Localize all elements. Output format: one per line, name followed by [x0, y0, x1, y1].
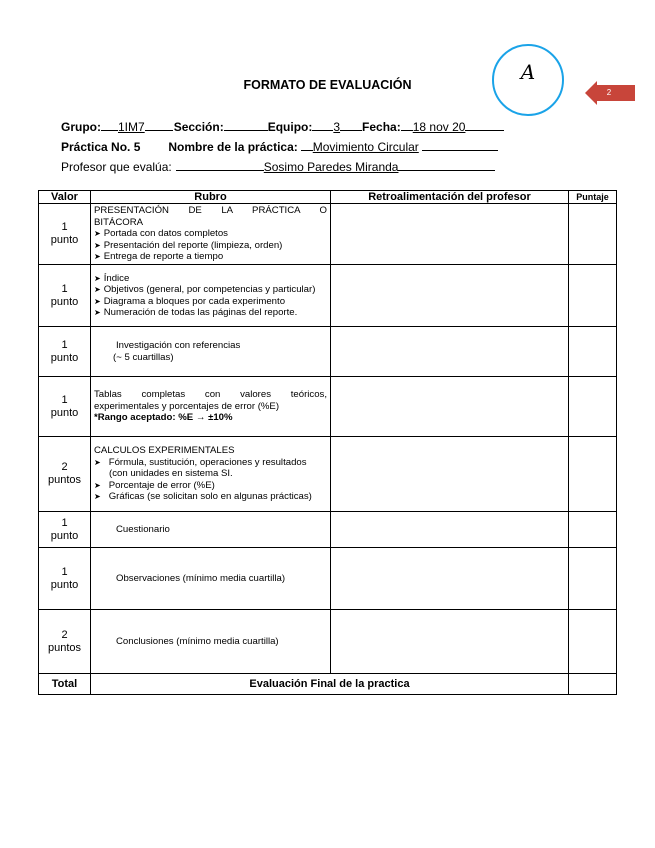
valor-cell	[39, 265, 91, 327]
list-item: ➤ Numeración de todas las páginas del reporte.	[94, 307, 327, 319]
rubro-list	[94, 457, 327, 503]
fecha-value: 18 nov 20	[412, 120, 466, 134]
list-item: ➤ Entrega de reporte a tiempo	[94, 251, 327, 263]
list-item: ➤ Objetivos (general, por competencias y particular)	[94, 284, 327, 296]
rubro-intro: PRESENTACIÓN DE LA PRÁCTICA O	[94, 205, 327, 217]
seccion-blank	[224, 118, 268, 131]
valor-number: 1	[61, 393, 68, 406]
nombre-value: Movimiento Circular	[312, 140, 419, 154]
valor-unit: punto	[50, 351, 79, 364]
list-item: ➤ Portada con datos completos	[94, 228, 327, 240]
list-item: ➤ Porcentaje de error (%E)	[94, 480, 327, 492]
feedback-cell[interactable]	[331, 327, 569, 377]
list-item: ➤ Fórmula, sustitución, operaciones y resultados (con unidades en sistema SI.	[94, 457, 327, 480]
grupo-value: 1IM7	[118, 120, 145, 134]
table-row	[39, 327, 617, 377]
score-cell[interactable]	[569, 610, 617, 674]
valor-unit: punto	[50, 529, 79, 542]
profesor-value: Sosimo Paredes Miranda	[263, 160, 399, 174]
rubro-text: Observaciones (mínimo media cuartilla)	[116, 572, 286, 584]
total-text: Evaluación Final de la practica	[91, 674, 569, 695]
rubro-list	[94, 273, 327, 319]
rubro-text: Cuestionario	[116, 523, 170, 535]
table-row	[39, 512, 617, 548]
col-header-valor: Valor	[39, 191, 91, 204]
equipo-value: 3	[333, 120, 341, 134]
valor-number: 1	[61, 282, 68, 295]
valor-cell	[39, 512, 91, 548]
rubro-text: Tablas completas con valores teóricos,	[94, 389, 327, 401]
rubro-cell	[91, 265, 331, 327]
feedback-cell[interactable]	[331, 548, 569, 610]
header-line-1	[61, 118, 504, 134]
col-header-retroalimentacion: Retroalimentación del profesor	[331, 191, 569, 204]
rubro-cell	[91, 548, 331, 610]
score-cell[interactable]	[569, 204, 617, 265]
valor-unit: puntos	[47, 474, 82, 486]
list-item: ➤ Diagrama a bloques por cada experimento	[94, 296, 327, 308]
rubro-cell	[91, 512, 331, 548]
valor-number: 2	[61, 461, 68, 473]
fecha-label: Fecha:	[362, 120, 401, 134]
total-row	[39, 674, 617, 695]
grade-letter: A	[520, 60, 536, 84]
list-item: ➤ Índice	[94, 273, 327, 285]
table-row	[39, 377, 617, 437]
rubro-text-2: experimentales y porcentajes de error (%E)	[94, 400, 280, 412]
score-cell[interactable]	[569, 265, 617, 327]
col-header-rubro: Rubro	[91, 191, 331, 204]
feedback-cell[interactable]	[331, 265, 569, 327]
rubric-table	[38, 190, 617, 695]
nombre-label: Nombre de la práctica:	[168, 140, 298, 154]
valor-cell	[39, 610, 91, 674]
total-label: Total	[39, 674, 91, 695]
rubro-text: Conclusiones (mínimo media cuartilla)	[116, 635, 279, 647]
rubro-cell	[91, 610, 331, 674]
header-line-2	[61, 138, 498, 154]
list-item: ➤ Gráficas (se solicitan solo en algunas prácticas)	[94, 491, 327, 503]
valor-number: 1	[61, 516, 68, 529]
rubro-text-2: (~ 5 cuartillas)	[113, 351, 174, 363]
valor-cell	[39, 377, 91, 437]
col-header-puntaje: Puntaje	[569, 191, 617, 204]
header-line-3	[61, 158, 495, 174]
handwritten-grade-circle	[492, 44, 564, 116]
score-cell[interactable]	[569, 548, 617, 610]
valor-cell	[39, 437, 91, 512]
valor-number: 1	[61, 338, 68, 351]
practica-label: Práctica No. 5	[61, 140, 141, 154]
rubro-text: Investigación con referencias	[116, 340, 241, 351]
rubro-range-note: *Rango aceptado: %E → ±10%	[94, 412, 233, 424]
total-score-cell[interactable]	[569, 674, 617, 695]
valor-cell	[39, 204, 91, 265]
table-row	[39, 204, 617, 265]
score-cell[interactable]	[569, 512, 617, 548]
rubro-list	[94, 228, 327, 263]
valor-cell	[39, 548, 91, 610]
table-row	[39, 548, 617, 610]
list-item: ➤ Presentación del reporte (limpieza, orden)	[94, 240, 327, 252]
rubro-cell	[91, 327, 331, 377]
valor-unit: punto	[50, 295, 79, 308]
grupo-label: Grupo:	[61, 120, 101, 134]
valor-number: 2	[61, 628, 68, 641]
score-cell[interactable]	[569, 437, 617, 512]
feedback-cell[interactable]	[331, 204, 569, 265]
document-title: FORMATO DE EVALUACIÓN	[243, 78, 412, 92]
rubro-intro: CALCULOS EXPERIMENTALES	[94, 445, 235, 457]
table-row	[39, 437, 617, 512]
score-cell[interactable]	[569, 377, 617, 437]
seccion-label: Sección:	[173, 120, 224, 134]
valor-unit: punto	[50, 406, 79, 419]
profesor-label: Profesor que evalúa:	[61, 160, 172, 174]
table-row	[39, 610, 617, 674]
rubro-cell	[91, 437, 331, 512]
valor-unit: punto	[50, 578, 79, 591]
table-row	[39, 265, 617, 327]
valor-number: 1	[61, 221, 68, 233]
valor-unit: puntos	[47, 641, 82, 654]
equipo-label: Equipo:	[267, 120, 313, 134]
score-cell[interactable]	[569, 327, 617, 377]
feedback-cell[interactable]	[331, 512, 569, 548]
table-header-row	[39, 191, 617, 204]
rubro-intro-2: BITÁCORA	[94, 216, 144, 228]
page-marker-number: 2	[606, 88, 612, 97]
valor-number: 1	[61, 565, 68, 578]
rubro-cell	[91, 377, 331, 437]
valor-unit: punto	[50, 234, 79, 246]
rubro-cell	[91, 204, 331, 265]
feedback-cell[interactable]	[331, 610, 569, 674]
feedback-cell[interactable]	[331, 377, 569, 437]
feedback-cell[interactable]	[331, 437, 569, 512]
valor-cell	[39, 327, 91, 377]
